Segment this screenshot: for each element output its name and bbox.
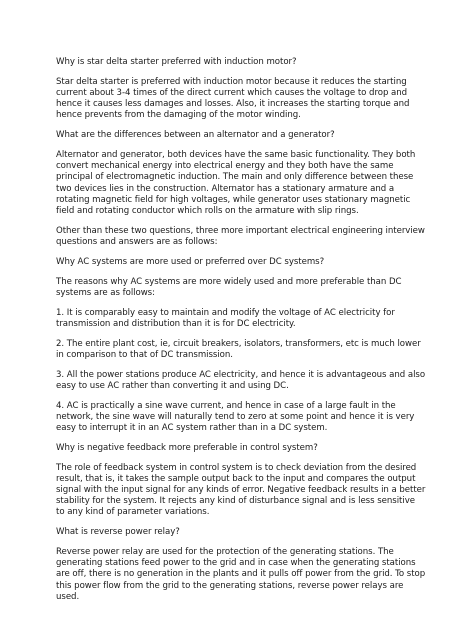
- answer-star-delta: Star delta starter is preferred with induction motor because it reduces the starting current about 3-4 times of the direct current which causes the voltage to drop and hence it causes less damages and losses. Also, it increases the starting torque and hence prevents from the damaging of the motor winding.: [56, 76, 410, 121]
- question-negative-feedback: Why is negative feedback more preferable in control system?: [56, 442, 318, 453]
- document-body: [56, 57, 426, 612]
- answer-negative-feedback: The role of feedback system in control system is to check deviation from the desired result, that is, it takes the sample output back to the input and compares the output signal with the input signal for any kinds of error. Negative feedback results in a better stability for the system. It rejects any kind of disturbance signal and is less sensitive to any kind of parameter variations.: [56, 462, 426, 518]
- answer-reverse-power-relay: Reverse power relay are used for the protection of the generating stations. The generating stations feed power to the grid and in case when the generating stations are off, there is no generation in the plants and it pulls off power from the grid. To stop this power flow from the grid to the generating stations, reverse power relays are used.: [56, 547, 426, 602]
- list-item-3: 3. All the power stations produce AC electricity, and hence it is advantageous and also easy to use AC rather than converting it and using DC.: [56, 369, 426, 391]
- question-ac-vs-dc: Why AC systems are more used or preferred over DC systems?: [56, 256, 325, 267]
- list-item-4: 4. AC is practically a sine wave current, and hence in case of a large fault in the network, the sine wave will naturally tend to zero at some point and hence it is very easy to interrupt it in an AC system rather than in a DC system.: [56, 400, 415, 434]
- answer-ac-vs-dc-intro: The reasons why AC systems are more widely used and more preferable than DC systems are as follows:: [56, 276, 402, 298]
- list-item-2: 2. The entire plant cost, ie, circuit breakers, isolators, transformers, etc is much lower in comparison to that of DC transmission.: [56, 338, 421, 360]
- list-item-1: 1. It is comparably easy to maintain and modify the voltage of AC electricity for transmission and distribution than it is for DC electricity.: [56, 307, 395, 329]
- answer-alternator-generator: Alternator and generator, both devices have the same basic functionality. They both convert mechanical energy into electrical energy and they both have the same principal of electromagnetic induction. The main and only difference between these two devices lies in the construction. Alternator has a stationary armature and a rotating magnetic field for high voltages, while generator uses stationary magnetic field and rotating conductor which rolls on the armature with slip rings.: [56, 150, 416, 217]
- question-alternator-generator: What are the differences between an alternator and a generator?: [56, 130, 335, 141]
- intro-paragraph: Other than these two questions, three more important electrical engineering interview questions and answers are as follows:: [56, 225, 425, 248]
- question-reverse-power-relay: What is reverse power relay?: [56, 527, 180, 538]
- question-star-delta: Why is star delta starter preferred with induction motor?: [56, 57, 297, 67]
